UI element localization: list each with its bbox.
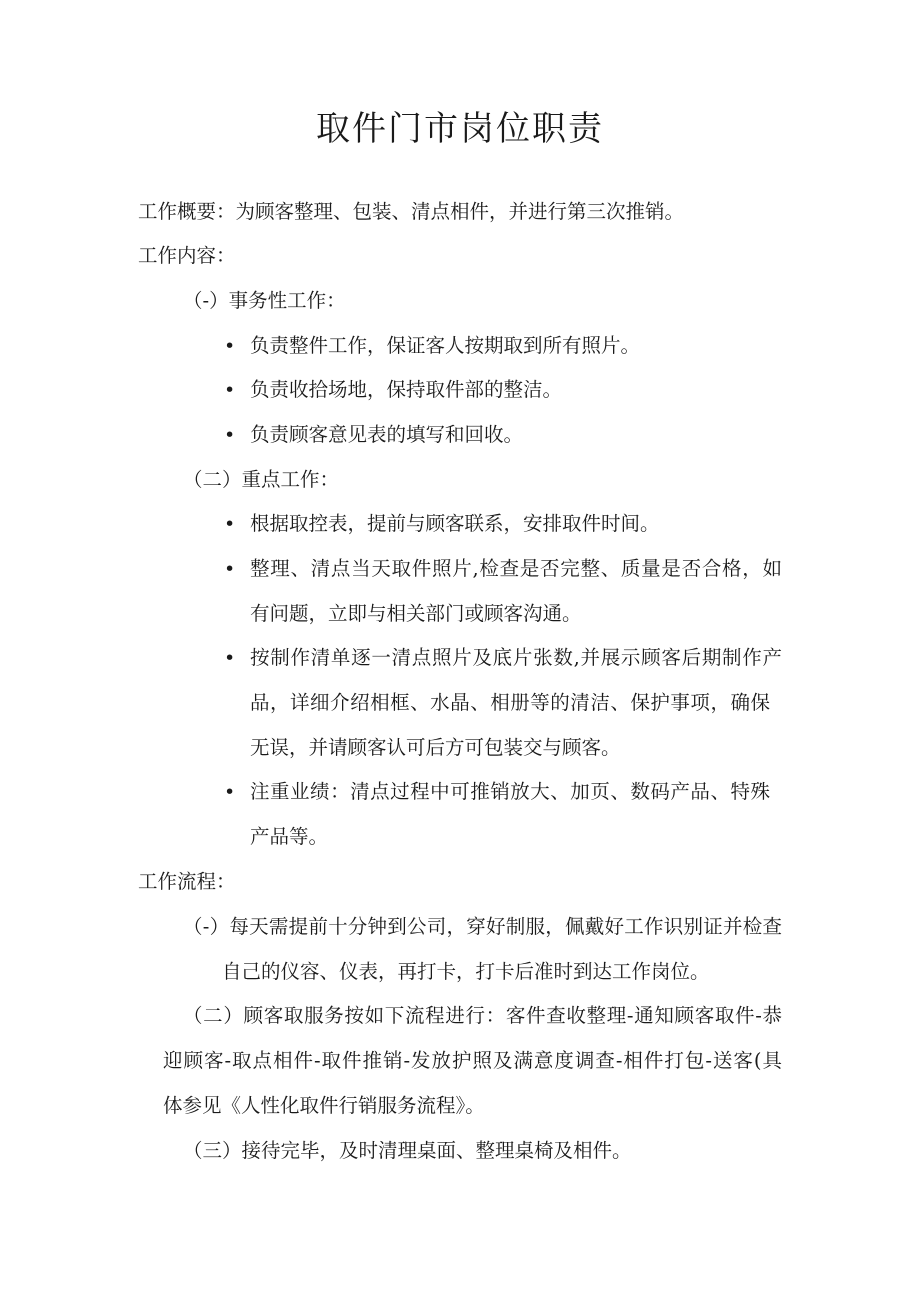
bullet-icon: •: [224, 335, 236, 357]
bullet-icon: •: [224, 781, 236, 803]
list-item-line: 品，详细介绍相框、水晶、相册等的清洁、保护事项，确保: [250, 691, 770, 714]
process-item-line: （二）顾客取服务按如下流程进行：客件查收整理-通知顾客取件-恭: [183, 1004, 782, 1027]
list-item-line: 无误，并请顾客认可后方可包装交与顾客。: [250, 736, 621, 759]
list-item-line: 按制作清单逐一清点照片及底片张数,并展示顾客后期制作产: [250, 646, 782, 669]
bullet-icon: •: [224, 379, 236, 401]
list-item: 负责整件工作，保证客人按期取到所有照片。: [250, 334, 641, 357]
list-item-line: 注重业绩：清点过程中可推销放大、加页、数码产品、特殊: [250, 780, 770, 803]
list-item-line: 整理、清点当天取件照片,检查是否完整、质量是否合格，如: [250, 557, 782, 580]
bullet-icon: •: [224, 513, 236, 535]
work-overview: 工作概要：为顾客整理、包装、清点相件，并进行第三次推销。: [138, 200, 685, 223]
section-heading-routine: （-）事务性工作：: [183, 289, 346, 312]
process-item-line: （三）接待完毕，及时清理桌面、整理桌椅及相件。: [183, 1139, 632, 1162]
list-item: 根据取控表，提前与顾客联系，安排取件时间。: [250, 512, 660, 535]
process-item-line: 自己的仪容、仪表，再打卡，打卡后准时到达工作岗位。: [222, 960, 710, 983]
list-item-line: 有问题，立即与相关部门或顾客沟通。: [250, 602, 582, 625]
section-heading-key-work: （二）重点工作：: [183, 468, 340, 491]
process-item-line: 体参见《人性化取件行销服务流程》。: [163, 1094, 485, 1117]
process-item-line: （-）每天需提前十分钟到公司，穿好制服，佩戴好工作识别证并检查: [183, 915, 782, 938]
list-item: 负责收拾场地，保持取件部的整洁。: [250, 378, 563, 401]
bullet-icon: •: [224, 558, 236, 580]
bullet-icon: •: [224, 424, 236, 446]
list-item: 负责顾客意见表的填写和回收。: [250, 423, 524, 446]
page-title: 取件门市岗位职责: [316, 109, 604, 149]
bullet-icon: •: [224, 647, 236, 669]
content-heading: 工作内容：: [138, 244, 236, 267]
process-heading: 工作流程：: [138, 870, 236, 893]
list-item-line: 产品等。: [250, 825, 329, 848]
process-item-line: 迎顾客-取点相件-取件推销-发放护照及满意度调查-相件打包-送客(具: [163, 1049, 782, 1072]
